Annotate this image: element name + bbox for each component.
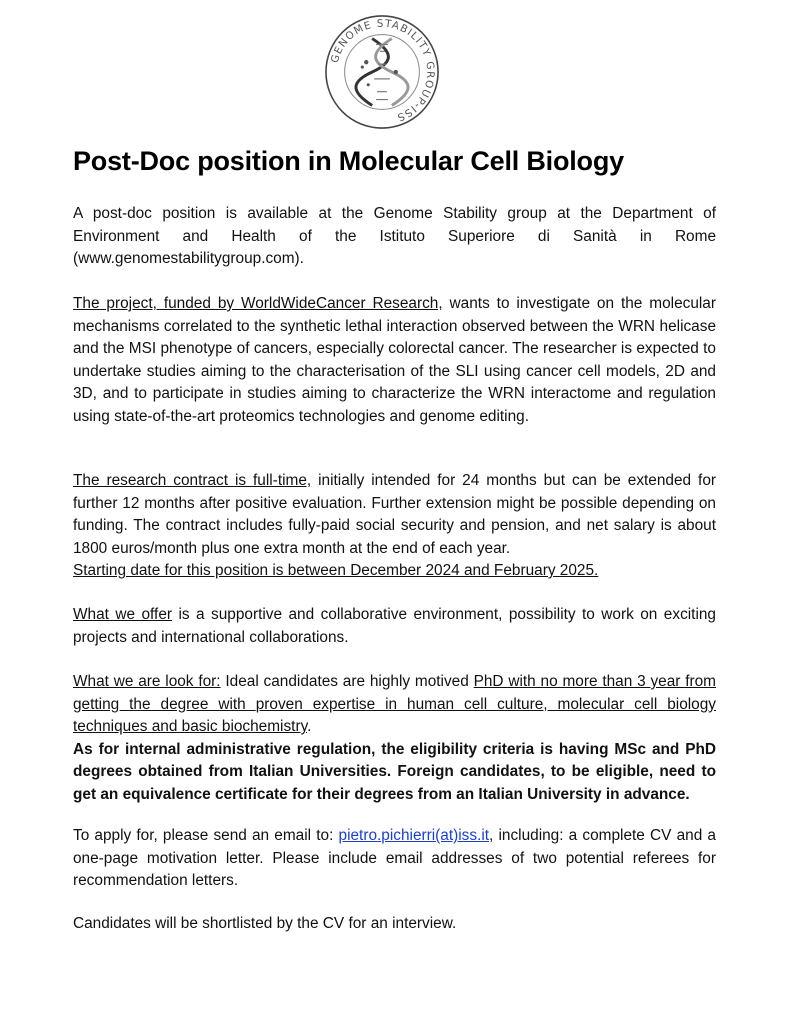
requirements-end: . (307, 718, 312, 735)
contract-text: initially intended for 24 months but can be extended for further 12 months after positive evaluation. Further extension might be possible depending on funding. The contract includes fully-paid social security and pension, and net salary is about 1800 euros/month plus one extra month at the end of each year. (73, 472, 717, 557)
apply-text-end: , including: a complete CV and a one-page motivation letter. Please include email addresses of two potential referees for recommendation letters. (73, 827, 716, 889)
offer-paragraph (73, 604, 716, 649)
genome-stability-logo (323, 13, 441, 131)
apply-text-start: To apply for, please send an email to: (73, 827, 339, 844)
requirements-lead: What we are look for: (73, 673, 221, 690)
project-text: wants to investigate on the molecular mechanisms correlated to the synthetic lethal interaction observed between the WRN helicase and the MSI phenotype of cancers, especially colorectal cancer. The researcher is expected to undertake studies aiming to the characterisation of the SLI using cancer cell models, 2D and 3D, and to participate in studies aiming to characterize the WRN interactome and regulation using state-of-the-art proteomics technologies and genome editing. (73, 295, 716, 425)
offer-lead: What we offer (73, 606, 173, 623)
logo-ring-text: GENOME STABILITY GROUP-ISS (328, 17, 437, 124)
requirements-paragraph (73, 671, 716, 806)
intro-text: A post-doc position is available at the Genome Stability group at the Department of Environment and Health of the Istituto Superiore di Sanità in Rome (www.genomestabilitygroup.com). (73, 205, 716, 267)
offer-text: is a supportive and collaborative environment, possibility to work on exciting projects and international collaborations. (73, 606, 716, 646)
contact-email-link[interactable]: pietro.pichierri(at)iss.it (338, 827, 490, 844)
shortlist-paragraph (73, 913, 716, 936)
eligibility-criteria: As for internal administrative regulation, the eligibility criteria is having MSc and PhD degrees obtained from Italian Universities. Foreign candidates, to be eligible, need to get an equivalence certificate for their degrees from an Italian University in advance. (73, 740, 716, 803)
contract-paragraph (73, 470, 716, 583)
page-title: Post-Doc position in Molecular Cell Biology (73, 146, 624, 176)
shortlist-text: Candidates will be shortlisted by the CV for an interview. (73, 915, 457, 932)
requirements-intro: Ideal candidates are highly motived (220, 673, 474, 690)
requirement-expertise: proven expertise in human cell culture, molecular cell biology techniques and basic biochemistry (73, 695, 716, 735)
apply-paragraph (73, 825, 716, 893)
contract-lead: The research contract is full-time, (73, 472, 312, 489)
starting-date: Starting date for this position is between December 2024 and February 2025. (73, 562, 599, 579)
intro-paragraph (73, 203, 716, 271)
requirement-phd: PhD with no more than 3 year from getting the degree with (73, 673, 716, 713)
project-lead: The project, funded by WorldWideCancer Research, (73, 295, 443, 312)
project-paragraph (73, 293, 716, 428)
